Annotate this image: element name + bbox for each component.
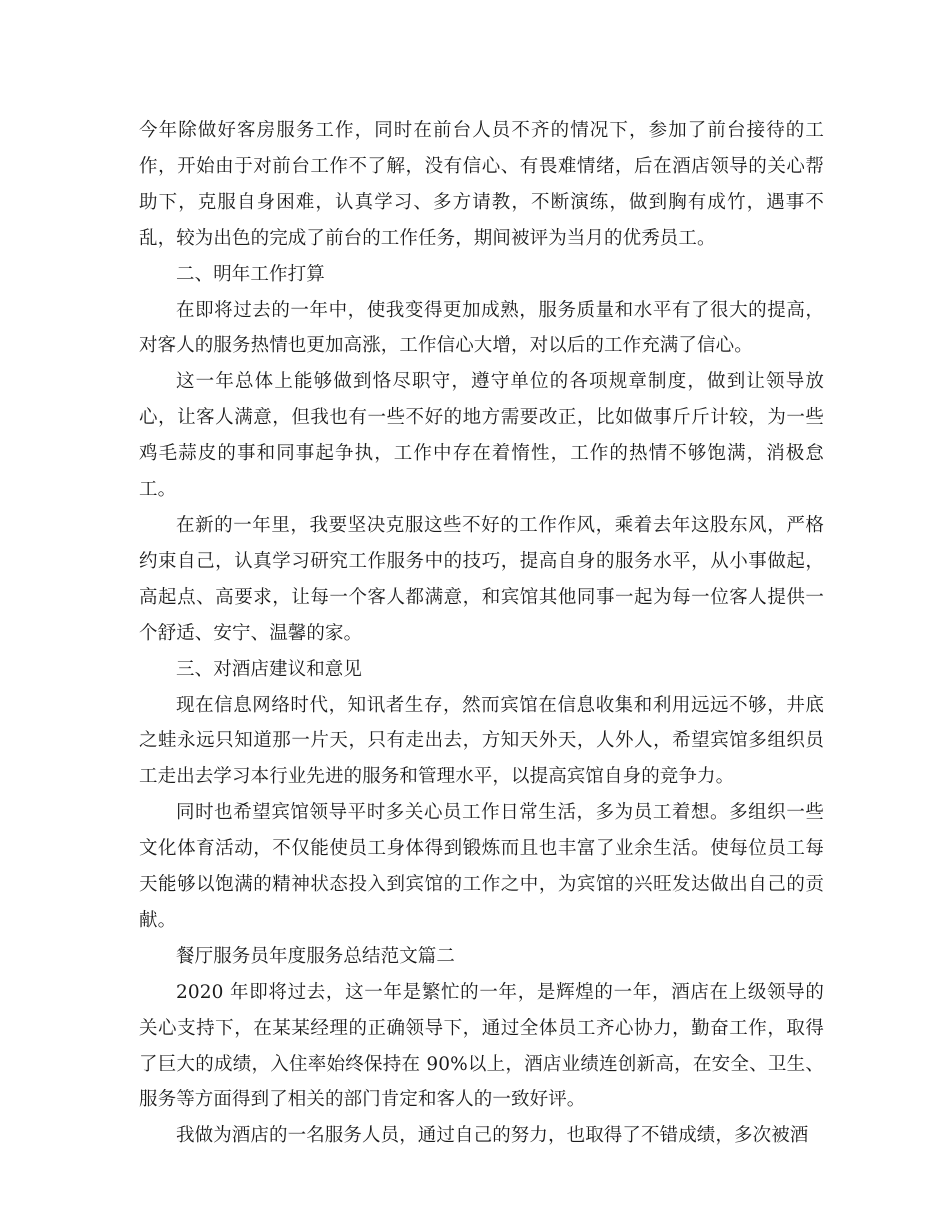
- paragraph-self-assessment: 这一年总体上能够做到恪尽职守，遵守单位的各项规章制度，做到让领导放心，让客人满意，但我也有一些不好的地方需要改正，比如做事斤斤计较，为一些鸡毛蒜皮的事和同事起争执，工作中存在着惰性，工作的热情不够饱满，消极怠工。: [139, 371, 824, 501]
- paragraph-personal-achievement: 我做为酒店的一名服务人员，通过自己的努力，也取得了不错成绩，多次被酒: [176, 1125, 809, 1147]
- paragraph-year-growth: 在即将过去的一年中，使我变得更加成熟，服务质量和水平有了很大的提高，对客人的服务热情也更加高涨，工作信心大增，对以后的工作充满了信心。: [139, 299, 824, 357]
- heading-article-two: 餐厅服务员年度服务总结范文篇二: [176, 945, 456, 967]
- document-page: [139, 113, 824, 1154]
- paragraph-new-year-goals: 在新的一年里，我要坚决克服这些不好的工作作风，乘着去年这股东风，严格约束自己，认真学习研究工作服务中的技巧，提高自身的服务水平，从小事做起，高起点、高要求，让每一个客人都满意，和宾馆其他同事一起为每一位客人提供一个舒适、安宁、温馨的家。: [139, 514, 824, 644]
- heading-next-year-plan: 二、明年工作打算: [176, 263, 325, 285]
- paragraph-front-desk-work: 今年除做好客房服务工作，同时在前台人员不齐的情况下，参加了前台接待的工作，开始由于对前台工作不了解，没有信心、有畏难情绪，后在酒店领导的关心帮助下，克服自身困难，认真学习、多方请教，不断演练，做到胸有成竹，遇事不乱，较为出色的完成了前台的工作任务，期间被评为当月的优秀员工。: [139, 120, 824, 249]
- heading-hotel-suggestions: 三、对酒店建议和意见: [176, 658, 363, 680]
- paragraph-staff-care: 同时也希望宾馆领导平时多关心员工作日常生活，多为员工着想。多组织一些文化体育活动，不仅能使员工身体得到锻炼而且也丰富了业余生活。使每位员工每天能够以饱满的精神状态投入到宾馆的工作之中，为宾馆的兴旺发达做出自己的贡献。: [139, 802, 824, 931]
- paragraph-2020-summary: 2020 年即将过去，这一年是繁忙的一年，是辉煌的一年，酒店在上级领导的关心支持下，在某某经理的正确领导下，通过全体员工齐心协力，勤奋工作，取得了巨大的成绩，入住率始终保持在 90%以上，酒店业绩连创新高，在安全、卫生、服务等方面得到了相关的部门肯定和客人的一致好评。: [139, 981, 824, 1111]
- paragraph-information-age: 现在信息网络时代，知讯者生存，然而宾馆在信息收集和利用远远不够，井底之蛙永远只知道那一片天，只有走出去，方知天外天，人外人，希望宾馆多组织员工走出去学习本行业先进的服务和管理水平，以提高宾馆自身的竞争力。: [139, 694, 824, 788]
